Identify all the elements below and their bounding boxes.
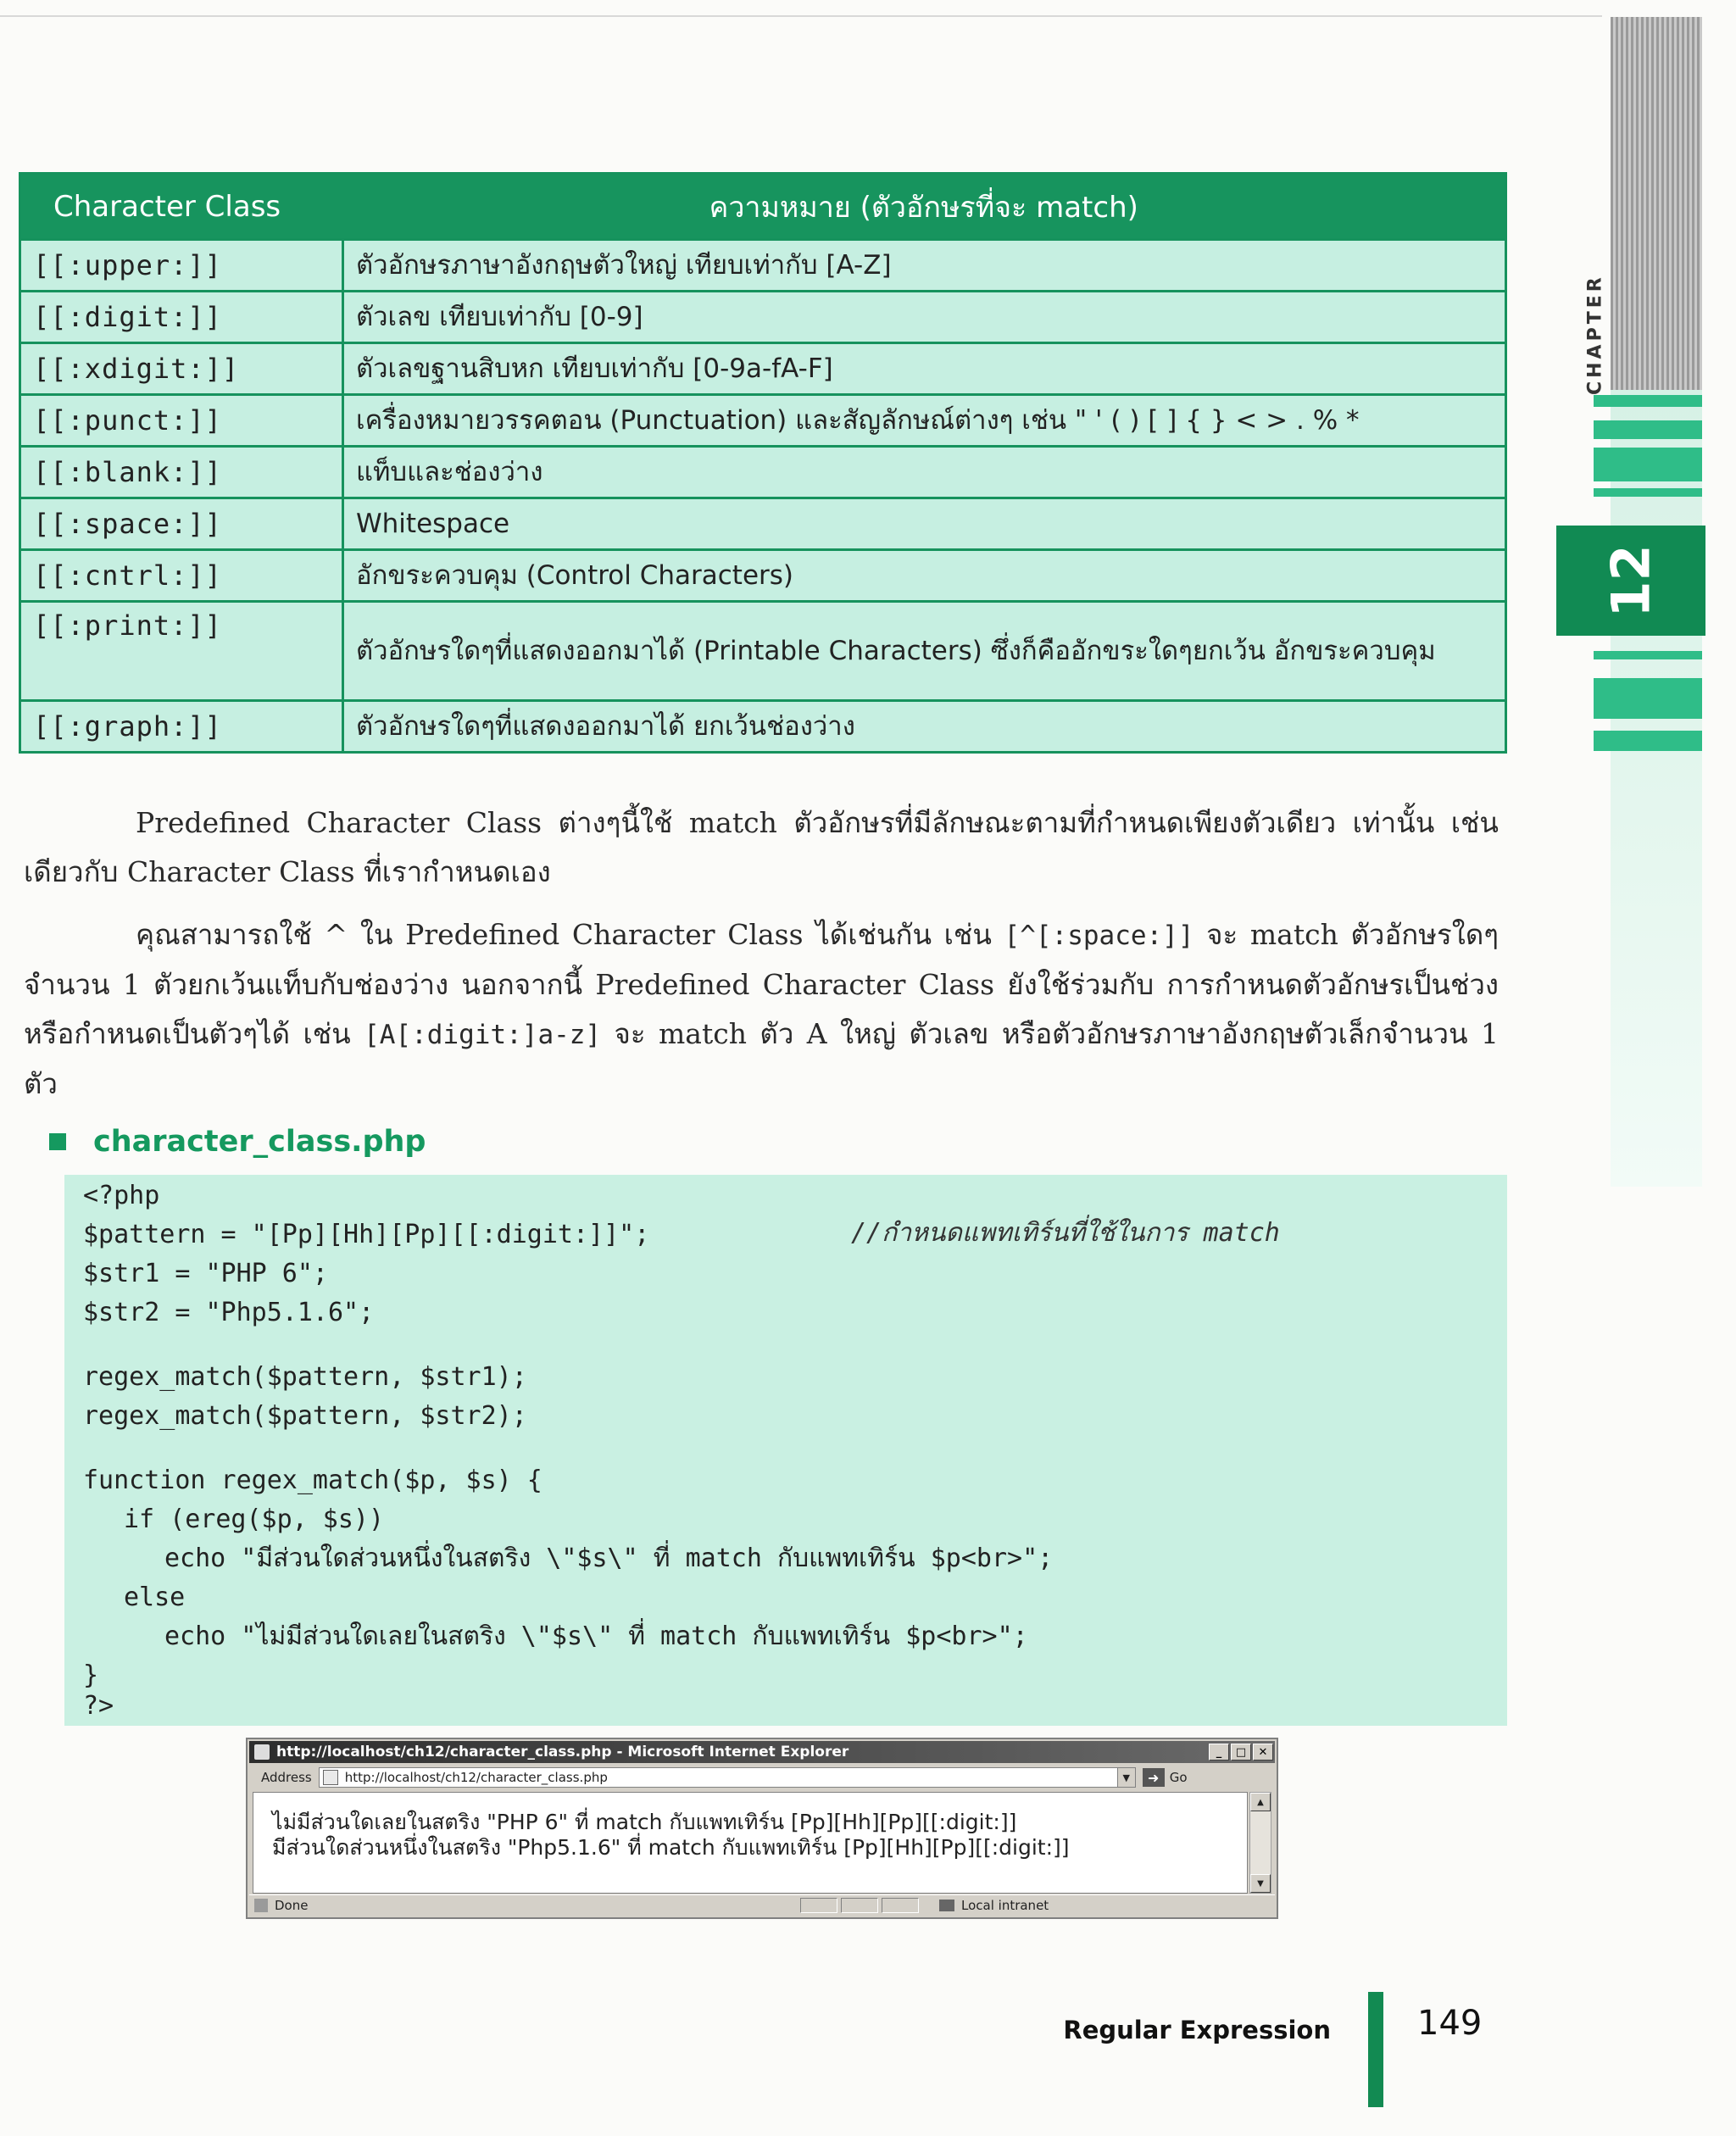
class-meaning: ตัวอักษรใดๆที่แสดงออกมาได้ (Printable Characters) ซึ่งก็คืออักขระใดๆยกเว้น อักขระควบคุม [343,602,1506,701]
code-line: if (ereg($p, $s)) [124,1505,385,1534]
paragraph-2 [24,910,1499,1109]
class-meaning: อักขระควบคุม (Control Characters) [343,550,1506,602]
class-meaning: เครื่องหมายวรรคตอน (Punctuation) และสัญลักษณ์ต่างๆ เช่น " ' ( ) [ ] { } < > . % * [343,395,1506,447]
output-line: ไม่มีส่วนใดเลยในสตริง "PHP 6" ที่ match กับแพทเทิร์น [Pp][Hh][Pp][[:digit:]] [272,1810,1017,1834]
maximize-icon[interactable]: □ [1231,1744,1251,1761]
browser-titlebar [249,1741,1275,1763]
paragraph-2-text: จะ match ตัว A ใหญ่ ตัวเลข หรือตัวอักษรภาษาอังกฤษตัวเล็กจำนวน 1 ตัว [24,1017,1499,1100]
character-class-table [19,172,1507,754]
code-comment: //กำหนดแพทเทิร์นที่ใช้ในการ match [851,1218,1280,1248]
class-code: [[:graph:]] [20,701,343,753]
chapter-tab-light-band [1611,390,1702,1187]
table-row [20,447,1506,498]
code-line: regex_match($pattern, $str2); [83,1401,527,1431]
status-pane [800,1898,837,1913]
table-header-row [20,174,1506,240]
table-row [20,395,1506,447]
table-row [20,602,1506,701]
code-line: $pattern = "[Pp][Hh][Pp][[:digit:]]"; [83,1220,650,1249]
code-line: <?php [83,1181,160,1210]
paragraph-2-text: จะ match ตัวอักษรใดๆจำนวน 1 ตัวยกเว้นแท็บกับช่องว่าง นอกจากนี้ Predefined Character Class ยังใช้ร่วมกับ การกำหนดตัวอักษรเป็นช่วงหรือกำหนดเป็นตัวๆได้ เช่น [24,918,1500,1050]
status-bar [249,1894,1275,1916]
top-rule [0,15,1602,17]
security-zone [939,1898,1049,1913]
page-done-icon [254,1899,268,1912]
zone-label: Local intranet [961,1898,1049,1913]
code-line: } [83,1660,99,1690]
class-code: [[:digit:]] [20,292,343,343]
go-button[interactable] [1143,1768,1188,1787]
table-row [20,292,1506,343]
browser-window [246,1738,1278,1919]
scroll-down-icon[interactable]: ▼ [1250,1874,1271,1893]
close-icon[interactable]: ✕ [1253,1744,1273,1761]
minimize-icon[interactable]: _ [1209,1744,1229,1761]
address-input[interactable] [319,1767,1136,1788]
code-line: else [124,1583,186,1612]
address-label: Address [261,1770,312,1785]
header-meaning: ความหมาย (ตัวอักษรที่จะ match) [343,174,1506,240]
header-character-class: Character Class [20,174,343,240]
class-meaning: ตัวเลข เทียบเท่ากับ [0-9] [343,292,1506,343]
browser-viewport [253,1792,1248,1894]
code-line: echo "ไม่มีส่วนใดเลยในสตริง \"$s\" ที่ match กับแพทเทิร์น $p<br>"; [164,1621,1028,1651]
page-number: 149 [1417,2004,1483,2043]
chapter-tab-stripe [1594,731,1702,751]
go-arrow-icon: ➜ [1143,1768,1165,1787]
chapter-number [1556,526,1705,636]
ie-icon [254,1744,270,1760]
file-heading [49,1121,426,1163]
class-code: [[:blank:]] [20,447,343,498]
class-meaning: Whitespace [343,498,1506,550]
paragraph-1 [24,798,1499,897]
class-meaning: แท็บและช่องว่าง [343,447,1506,498]
chapter-tab-stripe [1594,651,1702,659]
chapter-label: CHAPTER [1584,274,1606,396]
chapter-tab-stripe [1594,678,1702,719]
class-code: [[:cntrl:]] [20,550,343,602]
code-line: ?> [83,1691,114,1721]
code-line: regex_match($pattern, $str1); [83,1362,527,1392]
class-meaning: ตัวอักษรใดๆที่แสดงออกมาได้ ยกเว้นช่องว่าง [343,701,1506,753]
footer-title: Regular Expression [1063,2016,1331,2044]
chapter-tab-stripe [1594,420,1702,439]
class-meaning: ตัวเลขฐานสิบหก เทียบเท่ากับ [0-9a-fA-F] [343,343,1506,395]
square-bullet-icon [49,1133,66,1150]
file-name: character_class.php [93,1125,426,1159]
chevron-down-icon[interactable]: ▼ [1117,1768,1135,1787]
status-pane [841,1898,878,1913]
inline-code: [A[:digit:]a-z] [364,1020,602,1050]
scroll-up-icon[interactable]: ▲ [1250,1793,1271,1811]
output-line: มีส่วนใดส่วนหนึ่งในสตริง "Php5.1.6" ที่ match กับแพทเทิร์น [Pp][Hh][Pp][[:digit:]] [272,1835,1070,1860]
table-row [20,343,1506,395]
vertical-scrollbar[interactable] [1249,1792,1271,1894]
chapter-tab-stripe [1594,448,1702,481]
class-code: [[:print:]] [20,602,343,701]
class-code: [[:space:]] [20,498,343,550]
class-code: [[:punct:]] [20,395,343,447]
address-url: http://localhost/ch12/character_class.php [344,1770,608,1785]
go-label: Go [1169,1770,1188,1785]
status-pane [882,1898,919,1913]
page-icon [323,1770,338,1785]
class-meaning: ตัวอักษรภาษาอังกฤษตัวใหญ่ เทียบเท่ากับ [A-Z] [343,240,1506,292]
code-block [64,1175,1507,1726]
paragraph-1-text: Predefined Character Class ต่างๆนี้ใช้ match ตัวอักษรที่มีลักษณะตามที่กำหนดเพียงตัวเดียว เท่านั้น เช่นเดียวกับ Character Class ที่เรากำหนดเอง [24,806,1499,888]
table-row [20,550,1506,602]
address-bar [249,1765,1275,1790]
status-text: Done [275,1898,309,1913]
table-row [20,498,1506,550]
code-line: echo "มีส่วนใดส่วนหนึ่งในสตริง \"$s\" ที่ match กับแพทเทิร์น $p<br>"; [164,1544,1054,1573]
table-row [20,701,1506,753]
paragraph-2-text: คุณสามารถใช้ ^ ใน Predefined Character Class ได้เช่นกัน เช่น [136,918,1004,951]
chapter-tab-stripe [1594,488,1702,497]
code-line: $str2 = "Php5.1.6"; [83,1298,375,1327]
chapter-number-text: 12 [1600,543,1662,618]
footer-divider [1368,1992,1383,2107]
code-line: $str1 = "PHP 6"; [83,1259,328,1288]
chapter-tab-gray-band [1611,17,1702,390]
browser-title: http://localhost/ch12/character_class.php - Microsoft Internet Explorer [276,1744,849,1761]
intranet-icon [939,1900,954,1911]
class-code: [[:upper:]] [20,240,343,292]
class-code: [[:xdigit:]] [20,343,343,395]
table-row [20,240,1506,292]
code-line: function regex_match($p, $s) { [83,1466,542,1495]
inline-code: [^[:space:]] [1004,921,1194,951]
